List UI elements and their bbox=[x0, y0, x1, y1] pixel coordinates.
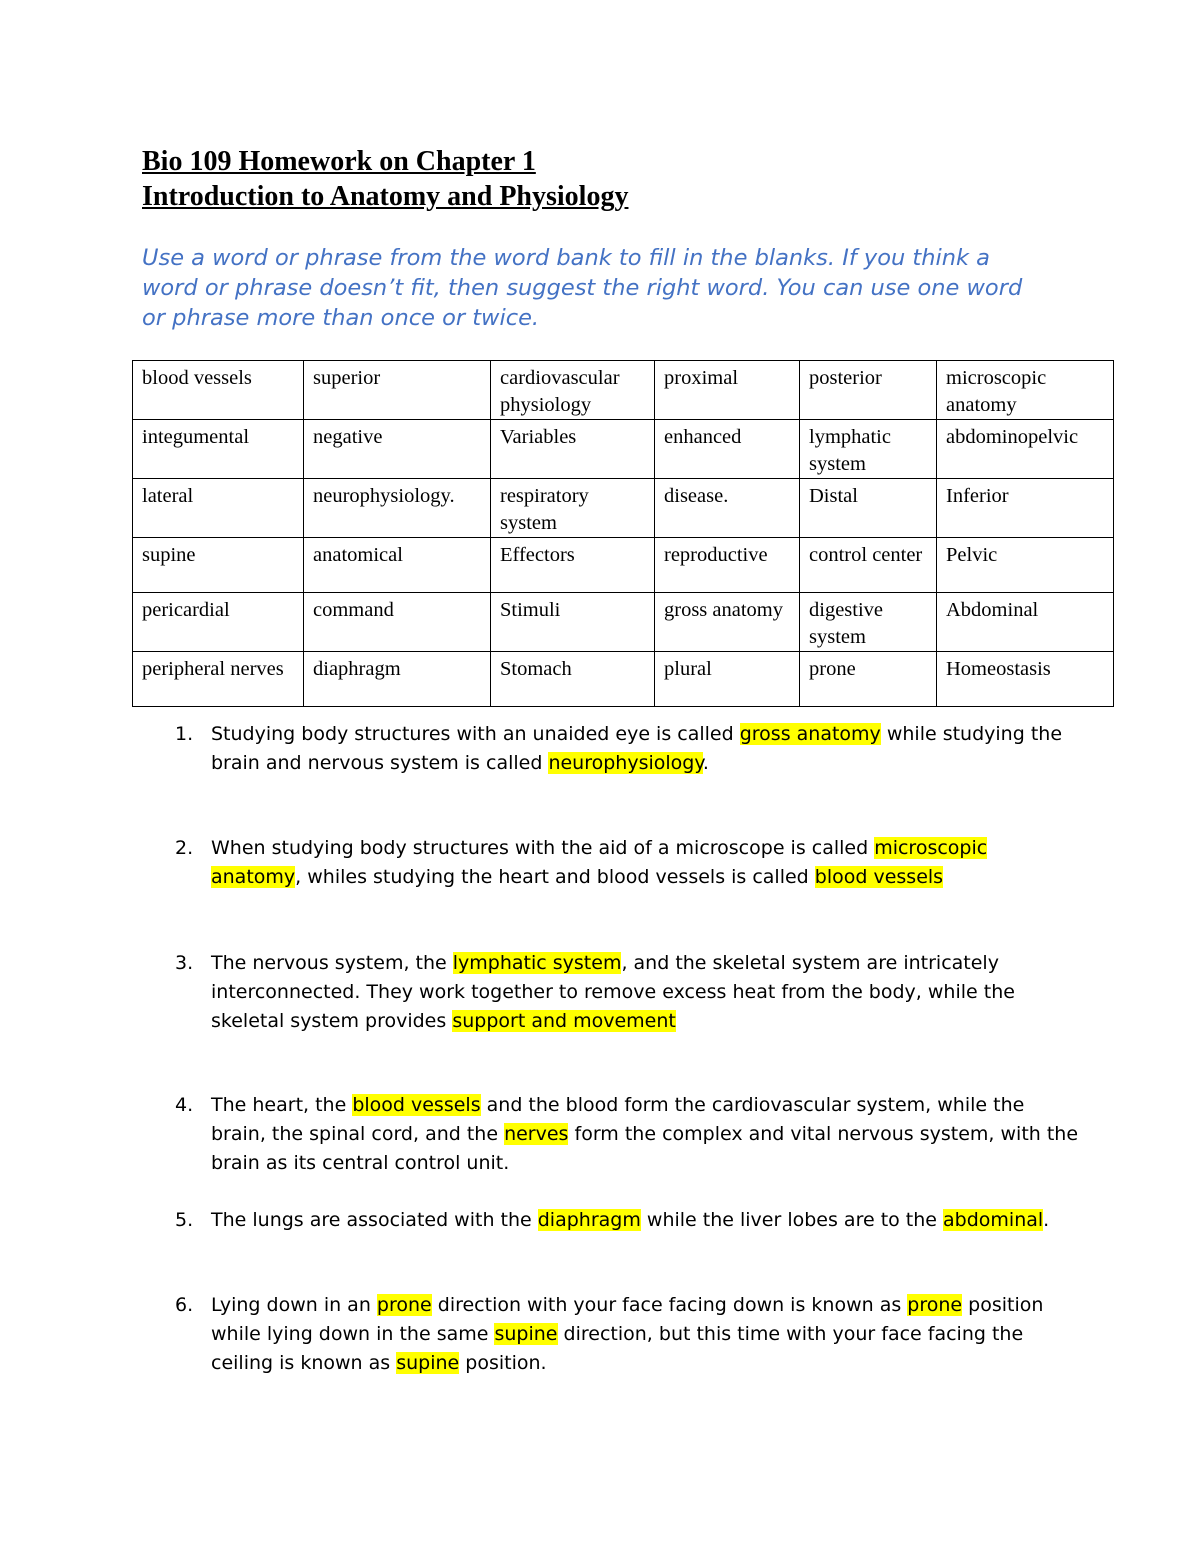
word-bank-cell: control center bbox=[800, 538, 937, 593]
word-bank-cell: abdominopelvic bbox=[937, 420, 1114, 479]
word-bank-cell: pericardial bbox=[133, 593, 304, 652]
word-bank-row bbox=[133, 361, 1114, 420]
answer-highlight: microscopic anatomy bbox=[211, 837, 988, 888]
word-bank-cell: Stomach bbox=[491, 652, 655, 707]
question-text: Lying down in an bbox=[211, 1294, 377, 1316]
word-bank-row bbox=[133, 479, 1114, 538]
answer-highlight: prone bbox=[376, 1294, 432, 1316]
question-number: 2. bbox=[175, 837, 194, 859]
answer-highlight: supine bbox=[494, 1323, 558, 1345]
word-bank-cell: enhanced bbox=[655, 420, 800, 479]
question-item bbox=[175, 834, 1081, 892]
word-bank-cell: superior bbox=[304, 361, 491, 420]
word-bank-cell: diaphragm bbox=[304, 652, 491, 707]
word-bank-cell: lateral bbox=[133, 479, 304, 538]
word-bank-cell: Abdominal bbox=[937, 593, 1114, 652]
question-item bbox=[175, 1206, 1081, 1235]
word-bank-cell: posterior bbox=[800, 361, 937, 420]
question-number: 1. bbox=[175, 723, 194, 745]
word-bank-row bbox=[133, 538, 1114, 593]
word-bank-row bbox=[133, 652, 1114, 707]
word-bank-cell: Pelvic bbox=[937, 538, 1114, 593]
answer-highlight: blood vessels bbox=[814, 866, 944, 888]
word-bank-cell: disease. bbox=[655, 479, 800, 538]
word-bank-cell: blood vessels bbox=[133, 361, 304, 420]
answer-highlight: neurophysiology bbox=[548, 752, 703, 774]
word-bank-cell: respiratory system bbox=[491, 479, 655, 538]
word-bank-cell: cardiovascular physiology bbox=[491, 361, 655, 420]
answer-highlight: abdominal bbox=[943, 1209, 1044, 1231]
question-text: direction, but this time with your face facing the ceiling is known as bbox=[211, 1323, 1024, 1374]
question-item bbox=[175, 949, 1081, 1036]
question-number: 5. bbox=[175, 1209, 194, 1231]
document-title: Bio 109 Homework on Chapter 1 bbox=[142, 146, 536, 177]
question-text: . bbox=[702, 752, 709, 774]
answer-highlight: support and movement bbox=[452, 1010, 676, 1032]
answer-highlight: gross anatomy bbox=[739, 723, 881, 745]
question-text: , whiles studying the heart and blood vessels is called bbox=[295, 866, 815, 888]
question-text: The nervous system, the bbox=[211, 952, 453, 974]
instructions-text: Use a word or phrase from the word bank to fill in the blanks. If you think a word or phrase doesn’t fit, then suggest the right word. You can use one word or phrase more than once or twice. bbox=[142, 245, 1023, 331]
word-bank-cell: proximal bbox=[655, 361, 800, 420]
question-text: form the complex and vital nervous system, with the brain as its central control unit. bbox=[211, 1123, 1079, 1174]
answer-highlight: diaphragm bbox=[537, 1209, 641, 1231]
word-bank-cell: Homeostasis bbox=[937, 652, 1114, 707]
question-text: Studying body structures with an unaided eye is called bbox=[211, 723, 740, 745]
question-item bbox=[175, 1291, 1081, 1378]
answer-highlight: blood vessels bbox=[352, 1094, 481, 1116]
answer-highlight: nerves bbox=[504, 1123, 569, 1145]
question-text: while the liver lobes are to the bbox=[640, 1209, 944, 1231]
question-number: 6. bbox=[175, 1294, 194, 1316]
question-text: direction with your face facing down is known as bbox=[431, 1294, 908, 1316]
answer-highlight: lymphatic system bbox=[452, 952, 622, 974]
question-text: while studying the brain and nervous system is called bbox=[211, 723, 1063, 774]
word-bank-cell: reproductive bbox=[655, 538, 800, 593]
answer-highlight: supine bbox=[396, 1352, 460, 1374]
word-bank-cell: anatomical bbox=[304, 538, 491, 593]
question-item bbox=[175, 1091, 1081, 1178]
word-bank-cell: peripheral nerves bbox=[133, 652, 304, 707]
word-bank-cell: digestive system bbox=[800, 593, 937, 652]
word-bank-row bbox=[133, 420, 1114, 479]
word-bank-table bbox=[132, 360, 1114, 707]
question-number: 4. bbox=[175, 1094, 194, 1116]
question-text: . bbox=[1043, 1209, 1050, 1231]
word-bank-cell: command bbox=[304, 593, 491, 652]
word-bank-cell: neurophysiology. bbox=[304, 479, 491, 538]
word-bank-cell: supine bbox=[133, 538, 304, 593]
word-bank-cell: Effectors bbox=[491, 538, 655, 593]
question-item bbox=[175, 720, 1081, 778]
word-bank-cell: Inferior bbox=[937, 479, 1114, 538]
question-text: When studying body structures with the aid of a microscope is called bbox=[211, 837, 875, 859]
document-subtitle: Introduction to Anatomy and Physiology bbox=[142, 181, 629, 212]
question-text: The lungs are associated with the bbox=[211, 1209, 538, 1231]
question-number: 3. bbox=[175, 952, 194, 974]
word-bank-cell: lymphatic system bbox=[800, 420, 937, 479]
question-text: , and the skeletal system are intricately interconnected. They work together to remove excess heat from the body, while the skeletal system provides bbox=[211, 952, 1015, 1032]
word-bank-cell: microscopic anatomy bbox=[937, 361, 1114, 420]
word-bank-cell: plural bbox=[655, 652, 800, 707]
word-bank-cell: Variables bbox=[491, 420, 655, 479]
word-bank-cell: prone bbox=[800, 652, 937, 707]
word-bank-cell: integumental bbox=[133, 420, 304, 479]
question-text: position while lying down in the same bbox=[211, 1294, 1044, 1345]
word-bank-cell: gross anatomy bbox=[655, 593, 800, 652]
word-bank-cell: negative bbox=[304, 420, 491, 479]
word-bank-row bbox=[133, 593, 1114, 652]
word-bank-cell: Distal bbox=[800, 479, 937, 538]
word-bank-cell: Stimuli bbox=[491, 593, 655, 652]
question-text: and the blood form the cardiovascular system, while the brain, the spinal cord, and the bbox=[211, 1094, 1025, 1145]
answer-highlight: prone bbox=[907, 1294, 963, 1316]
question-text: The heart, the bbox=[211, 1094, 353, 1116]
question-text: position. bbox=[459, 1352, 547, 1374]
